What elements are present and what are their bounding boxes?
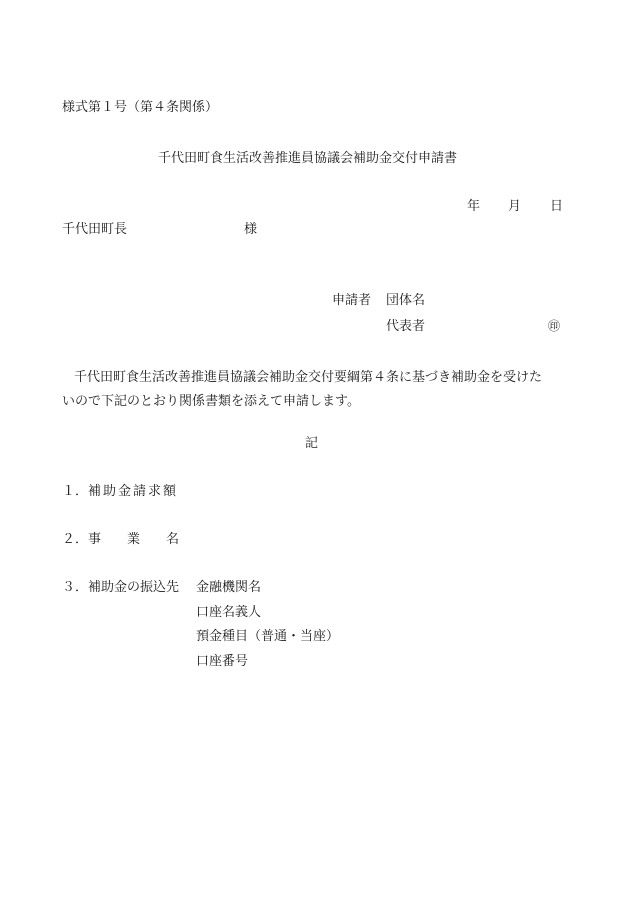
addressee-name: 千代田町長: [62, 222, 128, 237]
item-project-name-label: 事 業 名: [88, 532, 180, 547]
seal-mark: ㊞: [548, 319, 561, 333]
item-number: ２．: [62, 532, 89, 547]
bank-name-label: 金融機関名: [196, 580, 262, 595]
form-number: 様式第１号（第４条関係）: [62, 100, 219, 115]
date-day-label: 日: [550, 199, 564, 214]
representative-label: 代表者: [386, 319, 426, 334]
ki-label: 記: [305, 436, 319, 451]
date-year-label: 年: [467, 199, 481, 214]
deposit-type-label: 預金種目（普通・当座）: [196, 629, 340, 644]
account-holder-label: 口座名義人: [196, 605, 262, 620]
item-number: ３．: [62, 580, 89, 595]
date-row: [0, 200, 630, 216]
group-name-label: 団体名: [386, 293, 426, 308]
body-line-1: 千代田町食生活改善推進員協議会補助金交付要綱第４条に基づき補助金を受けた: [74, 370, 543, 385]
addressee-honorific: 様: [244, 222, 258, 237]
body-paragraph: [62, 366, 562, 414]
document-title: 千代田町食生活改善推進員協議会補助金交付申請書: [158, 151, 458, 166]
date-month-label: 月: [508, 199, 522, 214]
item-transfer-destination-label: 補助金の振込先: [88, 580, 180, 595]
item-number: １．: [62, 484, 89, 499]
account-number-label: 口座番号: [196, 654, 249, 669]
item-subsidy-amount-label: 補助金請求額: [88, 484, 179, 499]
applicant-label: 申請者: [332, 293, 372, 308]
body-line-2: いので下記のとおり関係書類を添えて申請します。: [62, 394, 360, 409]
